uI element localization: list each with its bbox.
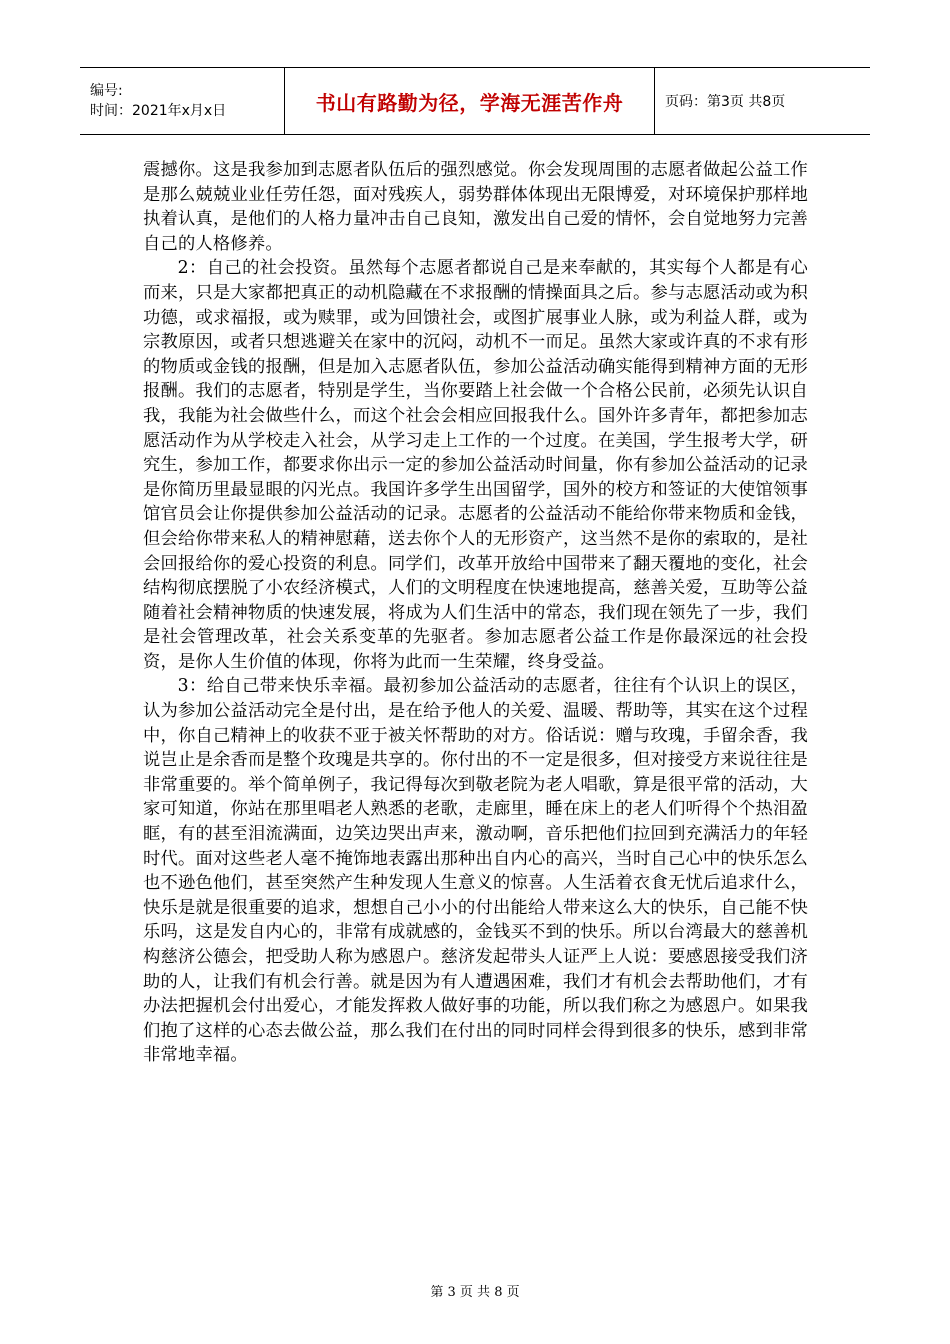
paragraph-social-investment: 2：自己的社会投资。虽然每个志愿者都说自己是来奉献的，其实每个人都是有心而来，只是大家都把真正的动机隐藏在不求报酬的情操面具之后。参与志愿活动或为积功德，或求福报，或为赎罪，或为回馈社会，或图扩展事业人脉，或为利益人群，或为宗教原因，或者只想逃避关在家中的沉闷，动机不一而足。虽然大家或许真的不求有形的物质或金钱的报酬，但是加入志愿者队伍，参加公益活动确实能得到精神方面的无形报酬。我们的志愿者，特别是学生，当你要踏上社会做一个合格公民前，必须先认识自我，我能为社会做些什么，而这个社会会相应回报我什么。国外许多青年，都把参加志愿活动作为从学校走入社会，从学习走上工作的一个过度。在美国，学生报考大学，研究生，参加工作，都要求你出示一定的参加公益活动时间量，你有参加公益活动的记录是你简历里最显眼的闪光点。我国许多学生出国留学，国外的校方和签证的大使馆领事馆官员会让你提供参加公益活动的记录。志愿者的公益活动不能给你带来物质和金钱，但会给你带来私人的精神慰藉，送去你个人的无形资产，这当然不是你的索取的，是社会回报给你的爱心投资的利息。同学们，改革开放给中国带来了翻天覆地的变化，社会结构彻底摆脱了小农经济模式，人们的文明程度在快速地提高，慈善关爱，互助等公益随着社会精神物质的快速发展，将成为人们生活中的常态，我们现在领先了一步，我们是社会管理改革，社会关系变革的先驱者。参加志愿者公益工作是你最深远的社会投资，是你人生价值的体现，你将为此而一生荣耀，终身受益。 — [143, 258, 808, 672]
document-body — [143, 158, 808, 1068]
header-motto-cell — [285, 68, 655, 134]
header-page-info: 页码：第3页 共8页 — [665, 94, 786, 110]
header-meta — [80, 68, 285, 134]
document-number-label: 编号: — [90, 83, 123, 99]
document-header — [80, 67, 870, 135]
document-time-label: 时间：2021年x月x日 — [90, 103, 227, 119]
paragraph-happiness: 3：给自己带来快乐幸福。最初参加公益活动的志愿者，往往有个认识上的误区，认为参加公益活动完全是付出，是在给予他人的关爱、温暖、帮助等，其实在这个过程中，你自己精神上的收获不亚于被关怀帮助的对方。俗话说：赠与玫瑰，手留余香，我说岂止是余香而是整个玫瑰是共享的。你付出的不一定是很多，但对接受方来说往往是非常重要的。举个简单例子，我记得每次到敬老院为老人唱歌，算是很平常的活动，大家可知道，你站在那里唱老人熟悉的老歌，走廊里，睡在床上的老人们听得个个热泪盈眶，有的甚至泪流满面，边笑边哭出声来，激动啊，音乐把他们拉回到充满活力的年轻时代。面对这些老人毫不掩饰地表露出那种出自内心的高兴，当时自己心中的快乐怎么也不逊色他们，甚至突然产生种发现人生意义的惊喜。人生活着衣食无忧后追求什么，快乐是就是很重要的追求，想想自己小小的付出能给人带来这么大的快乐，自己能不快乐吗，这是发自内心的，非常有成就感的，金钱买不到的快乐。所以台湾最大的慈善机构慈济公德会，把受助人称为感恩户。慈济发起带头人证严上人说：要感恩接受我们济助的人，让我们有机会行善。就是因为有人遭遇困难，我们才有机会去帮助他们，才有办法把握机会付出爱心，才能发挥救人做好事的功能，所以我们称之为感恩户。如果我们抱了这样的心态去做公益，那么我们在付出的同时同样会得到很多的快乐，感到非常非常地幸福。 — [143, 676, 808, 1066]
header-motto: 书山有路勤为径，学海无涯苦作舟 — [315, 90, 624, 115]
paragraph-continued: 震撼你。这是我参加到志愿者队伍后的强烈感觉。你会发现周围的志愿者做起公益工作是那么兢兢业业任劳任怨，面对残疾人，弱势群体体现出无限博爱，对环境保护那样地执着认真，是他们的人格力量冲击自己良知，激发出自己爱的情怀，会自觉地努力完善自己的人格修养。 — [143, 160, 808, 254]
page-footer: 第 3 页 共 8 页 — [430, 1285, 520, 1300]
